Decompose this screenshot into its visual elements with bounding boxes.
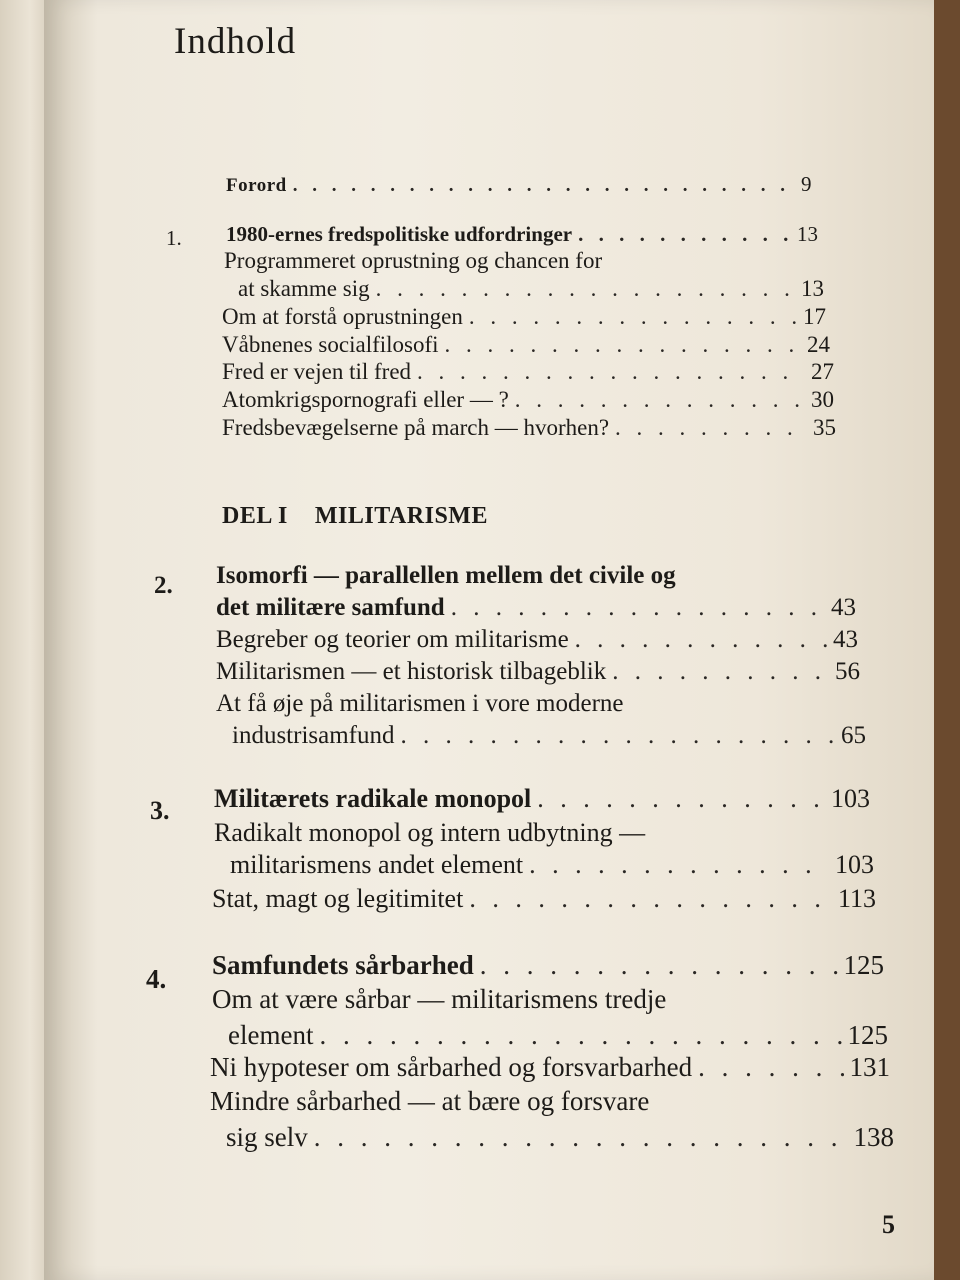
page-title: Indhold [174,21,297,62]
toc-entry [238,276,824,302]
toc-entry [222,387,834,413]
toc-label: Stat, magt og legitimitet [212,884,464,913]
leader-dots [480,950,838,981]
toc-entry-chapter-3 [214,784,870,814]
toc-entry [222,304,826,330]
part-heading [222,503,488,530]
toc-label: at skamme sig [238,276,370,301]
leader-dots [451,594,825,622]
toc-page: 17 [803,304,826,329]
leader-dots [314,1122,848,1153]
leader-dots [615,415,807,441]
toc-page: 27 [811,359,834,384]
toc-page: 24 [807,332,830,357]
toc-entry-chapter-1 [226,222,818,247]
toc-label-line: At få øje på militarismen i vore moderne [216,690,624,717]
toc-page: 13 [801,276,824,301]
toc-label: Militarismen — et historisk tilbageblik [216,658,607,685]
chapter-title: Militærets radikale monopol [214,784,532,813]
toc-page: 103 [831,784,870,813]
toc-entry [230,850,874,880]
toc-entry-chapter-2 [216,594,856,622]
toc-label: Forord [226,175,287,196]
toc-page: 56 [835,658,860,685]
toc-page: 113 [837,884,876,913]
toc-entry-forord [226,172,812,197]
toc-page: 30 [811,387,834,412]
page-number: 5 [882,1210,895,1239]
leader-dots [612,658,829,686]
toc-label: industrisamfund [232,722,395,749]
toc-label: element [228,1020,314,1050]
toc-label: Om at forstå oprustningen [222,304,463,329]
toc-label: Våbnenes socialfilosofi [222,332,439,357]
toc-entry [226,1122,894,1153]
toc-label: Begreber og teorier om militarisme [216,626,569,653]
toc-label: Fred er vejen til fred [222,359,412,384]
leader-dots [515,387,805,413]
toc-page: 9 [801,172,812,196]
toc-entry [212,884,876,914]
toc-page: 13 [797,222,818,246]
leader-dots [575,626,827,654]
toc-entry-chapter-4 [212,950,884,981]
toc-label: sig selv [226,1122,308,1152]
chapter-title: det militære samfund [216,594,445,621]
toc-page: 35 [813,415,836,440]
leader-dots [376,276,795,302]
leader-dots [578,222,791,247]
toc-entry [222,332,830,358]
part-title: MILITARISME [314,503,488,529]
chapter-number: 1. [166,226,182,250]
leader-dots [417,359,805,385]
toc-entry [232,722,866,750]
toc-entry [228,1020,888,1051]
toc-page: 138 [853,1122,894,1152]
toc-label: Fredsbevægelserne på march — hvorhen? [222,415,610,440]
leader-dots [469,304,797,330]
leader-dots [401,722,836,750]
toc-label-line: Mindre sårbarhed — at bære og forsvare [210,1086,650,1116]
toc-page: 103 [835,850,874,879]
toc-label: Atomkrigspornografi eller — ? [222,387,509,412]
toc-entry [216,658,860,686]
toc-page: 43 [831,594,856,621]
leader-dots [698,1052,843,1083]
toc-label: Ni hypoteser om sårbarhed og forsvarbarhed [210,1052,693,1082]
toc-page: 125 [843,950,884,980]
chapter-title: 1980-ernes fredspolitiske udfordringer [226,222,573,246]
chapter-title-line: Isomorfi — parallellen mellem det civile og [216,562,676,589]
toc-page: 43 [833,626,858,653]
leader-dots [445,332,801,358]
toc-page: 125 [847,1020,888,1050]
leader-dots [319,1020,841,1051]
leader-dots [469,884,832,914]
toc-label: militarismens andet element [230,850,524,879]
toc-page: 131 [849,1052,890,1082]
toc-page: 65 [841,722,866,749]
toc-entry [210,1052,890,1083]
toc-entry [216,626,858,654]
leader-dots [537,784,825,814]
chapter-number: 3. [150,796,170,825]
leader-dots [529,850,829,880]
toc-label-line: Programmeret oprustning og chancen for [224,248,603,273]
toc-entry [222,359,834,385]
chapter-title: Samfundets sårbarhed [212,950,474,980]
chapter-number: 2. [154,572,173,599]
toc-entry [222,415,836,441]
chapter-number: 4. [146,964,167,994]
leader-dots [293,175,795,197]
toc-label-line: Radikalt monopol og intern udbytning — [214,818,646,847]
part-label: DEL I [222,503,288,529]
toc-label-line: Om at være sårbar — militarismens tredje [212,984,667,1014]
